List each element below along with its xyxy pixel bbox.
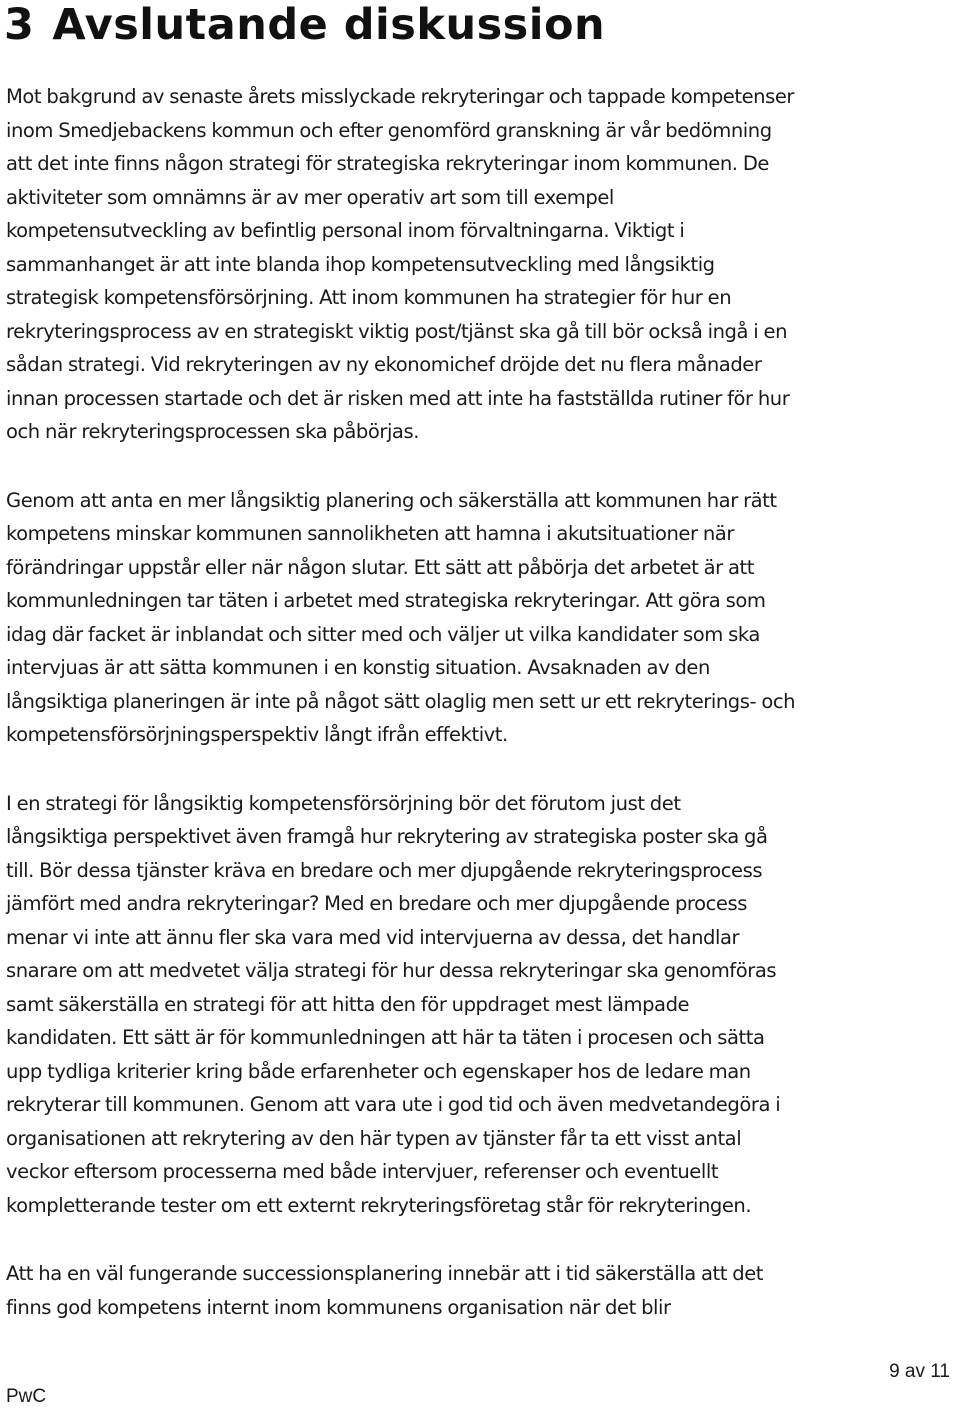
- text-line: kompletterande tester om ett externt rekryteringsföretag står för rekryteringen.: [6, 1193, 752, 1217]
- text-line: idag där facket är inblandat och sitter med och väljer ut vilka kandidater som ska: [6, 622, 760, 646]
- section-number: 3: [4, 0, 35, 50]
- paragraph: [6, 80, 956, 449]
- text-line: upp tydliga kriterier kring både erfarenheter och egenskaper hos de ledare man: [6, 1059, 751, 1083]
- text-line: Att ha en väl fungerande successionsplanering innebär att i tid säkerställa att det: [6, 1262, 763, 1285]
- text-line: kandidaten. Ett sätt är för kommunledningen att här ta täten i procesen och sätta: [6, 1026, 765, 1049]
- text-line: att det inte finns någon strategi för strategiska rekryteringar inom kommunen. De: [6, 152, 769, 175]
- text-line: kompetens minskar kommunen sannolikheten att hamna i akutsituationer när: [6, 522, 734, 545]
- text-line: kommunledningen tar täten i arbetet med strategiska rekryteringar. Att göra som: [6, 589, 766, 612]
- text-line: menar vi inte att ännu fler ska vara med vid intervjuerna av dessa, det handlar: [6, 925, 740, 949]
- page-number: 9 av 11: [889, 1361, 950, 1382]
- text-line: intervjuas är att sätta kommunen i en konstig situation. Avsaknaden av den: [6, 656, 710, 679]
- paragraph: [6, 484, 956, 752]
- footer-brand: PwC: [6, 1386, 47, 1407]
- text-line: Genom att anta en mer långsiktig planering och säkerställa att kommunen har rätt: [6, 488, 777, 512]
- text-line: kompetensförsörjningsperspektiv långt ifrån effektivt.: [6, 723, 508, 746]
- text-line: jämfört med andra rekryteringar? Med en bredare och mer djupgående process: [6, 892, 747, 915]
- text-line: veckor eftersom processerna med både intervjuer, referenser och eventuellt: [6, 1160, 719, 1183]
- text-line: inom Smedjebackens kommun och efter genomförd granskning är vår bedömning: [6, 118, 772, 142]
- text-line: finns god kompetens internt inom kommunens organisation när det blir: [6, 1295, 671, 1319]
- body-text: [6, 80, 956, 1359]
- text-line: snarare om att medvetet välja strategi för hur dessa rekryteringar ska genomföras: [6, 959, 777, 982]
- text-line: och när rekryteringsprocessen ska påbörjas.: [6, 420, 419, 443]
- text-line: till. Bör dessa tjänster kräva en bredare och mer djupgående rekryteringsprocess: [6, 858, 763, 882]
- text-line: organisationen att rekrytering av den här typen av tjänster får ta ett visst antal: [6, 1126, 742, 1150]
- section-title: Avslutande diskussion: [52, 0, 606, 50]
- text-line: rekryterar till kommunen. Genom att vara ute i god tid och även medvetandegöra i: [6, 1093, 781, 1116]
- paragraph: [6, 787, 956, 1223]
- text-line: sådan strategi. Vid rekryteringen av ny ekonomichef dröjde det nu flera månader: [6, 353, 762, 376]
- text-line: förändringar uppstår eller när någon slutar. Ett sätt att påbörja det arbetet är att: [6, 555, 754, 579]
- paragraph: [6, 1257, 956, 1324]
- section-heading: [4, 2, 605, 48]
- text-line: långsiktiga planeringen är inte på något sätt olaglig men sett ur ett rekryterings- och: [6, 689, 796, 713]
- text-line: innan processen startade och det är risken med att inte ha fastställda rutiner för hur: [6, 386, 790, 410]
- text-line: sammanhanget är att inte blanda ihop kompetensutveckling med långsiktig: [6, 252, 715, 276]
- text-line: Mot bakgrund av senaste årets misslyckade rekryteringar och tappade kompetenser: [6, 85, 794, 108]
- text-line: I en strategi för långsiktig kompetensförsörjning bör det förutom just det: [6, 791, 681, 815]
- text-line: kompetensutveckling av befintlig personal inom förvaltningarna. Viktigt i: [6, 219, 685, 242]
- text-line: strategisk kompetensförsörjning. Att inom kommunen ha strategier för hur en: [6, 286, 732, 309]
- text-line: långsiktiga perspektivet även framgå hur rekrytering av strategiska poster ska gå: [6, 825, 768, 848]
- text-line: aktiviteter som omnämns är av mer operativ art som till exempel: [6, 185, 614, 209]
- text-line: rekryteringsprocess av en strategiskt viktig post/tjänst ska gå till bör också ingå i en: [6, 319, 788, 343]
- text-line: samt säkerställa en strategi för att hitta den för uppdraget mest lämpade: [6, 992, 690, 1016]
